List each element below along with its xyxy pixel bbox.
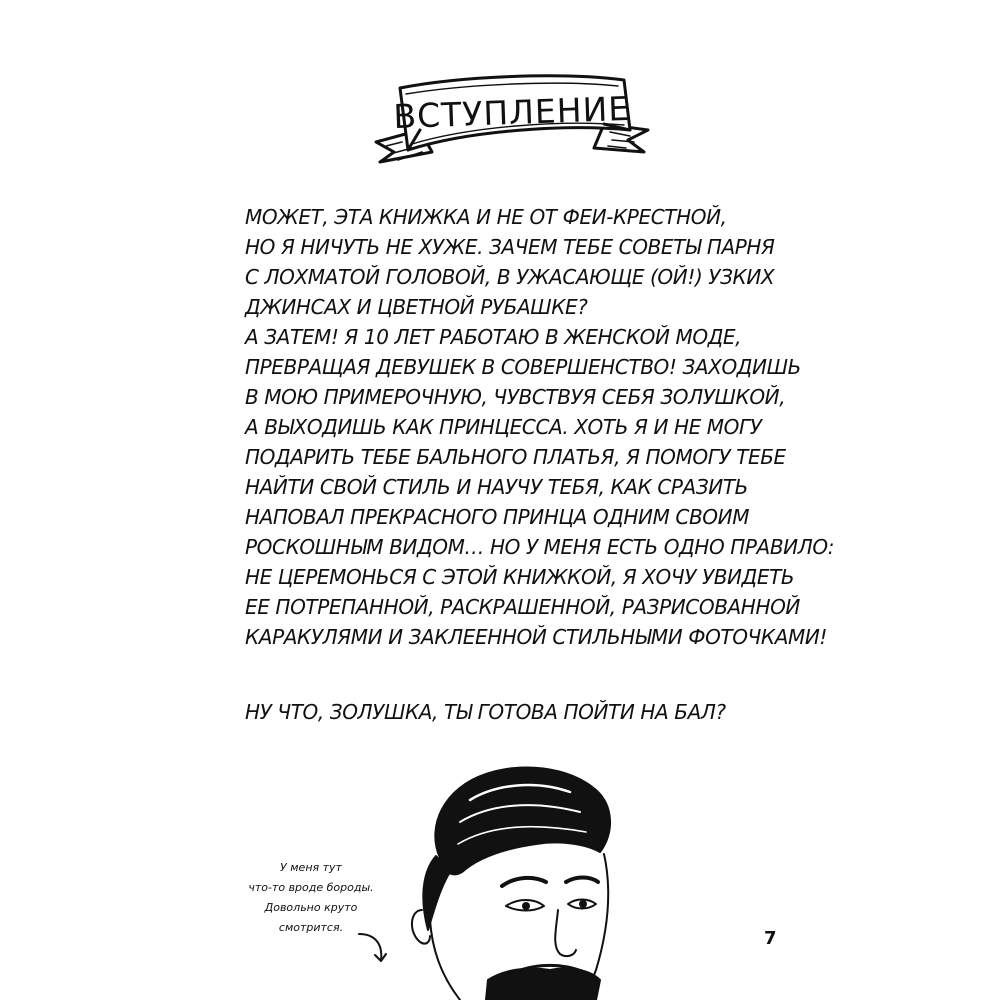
speech-caption	[236, 858, 386, 938]
text-line: С ЛОХМАТОЙ ГОЛОВОЙ, В УЖАСАЮЩЕ (ОЙ!) УЗКИХ	[245, 265, 775, 289]
speech-line: смотрится.	[278, 921, 344, 934]
speech-line: Довольно круто	[264, 901, 358, 914]
text-line: В МОЮ ПРИМЕРОЧНУЮ, ЧУВСТВУЯ СЕБЯ ЗОЛУШКОЙ,	[245, 385, 786, 409]
text-line: НАПОВАЛ ПРЕКРАСНОГО ПРИНЦА ОДНИМ СВОИМ	[245, 505, 750, 529]
text-line: МОЖЕТ, ЭТА КНИЖКА И НЕ ОТ ФЕИ-КРЕСТНОЙ,	[245, 205, 727, 229]
bearded-man-illustration	[400, 760, 630, 1000]
text-line: РОСКОШНЫМ ВИДОМ… НО У МЕНЯ ЕСТЬ ОДНО ПРАВИЛО:	[245, 535, 835, 559]
intro-text	[245, 202, 835, 652]
page-number: 7	[764, 928, 777, 949]
text-line: ПРЕВРАЩАЯ ДЕВУШЕК В СОВЕРШЕНСТВО! ЗАХОДИШЬ	[245, 355, 801, 379]
text-line: НАЙТИ СВОЙ СТИЛЬ И НАУЧУ ТЕБЯ, КАК СРАЗИТЬ	[245, 475, 748, 499]
text-line: НЕ ЦЕРЕМОНЬСЯ С ЭТОЙ КНИЖКОЙ, Я ХОЧУ УВИДЕТЬ	[245, 565, 795, 589]
speech-line: У меня тут	[280, 861, 342, 874]
text-line: КАРАКУЛЯМИ И ЗАКЛЕЕННОЙ СТИЛЬНЫМИ ФОТОЧКАМИ!	[245, 625, 828, 649]
speech-line: что-то вроде бороды.	[248, 881, 374, 894]
page-title: ВСТУПЛЕНИЕ	[392, 88, 631, 136]
title-banner	[372, 70, 652, 170]
text-line: А ВЫХОДИШЬ КАК ПРИНЦЕССА. ХОТЬ Я И НЕ МОГУ	[245, 415, 762, 439]
text-line: ЕЕ ПОТРЕПАННОЙ, РАСКРАШЕННОЙ, РАЗРИСОВАННОЙ	[245, 595, 800, 619]
text-line: ДЖИНСАХ И ЦВЕТНОЙ РУБАШКЕ?	[245, 295, 588, 319]
curved-arrow-icon	[355, 928, 395, 968]
text-line: А ЗАТЕМ! Я 10 ЛЕТ РАБОТАЮ В ЖЕНСКОЙ МОДЕ,	[245, 325, 742, 349]
text-line: ПОДАРИТЬ ТЕБЕ БАЛЬНОГО ПЛАТЬЯ, Я ПОМОГУ ТЕБЕ	[245, 445, 786, 469]
closing-question: НУ ЧТО, ЗОЛУШКА, ТЫ ГОТОВА ПОЙТИ НА БАЛ?	[245, 700, 726, 724]
text-line: НО Я НИЧУТЬ НЕ ХУЖЕ. ЗАЧЕМ ТЕБЕ СОВЕТЫ ПАРНЯ	[245, 235, 775, 259]
